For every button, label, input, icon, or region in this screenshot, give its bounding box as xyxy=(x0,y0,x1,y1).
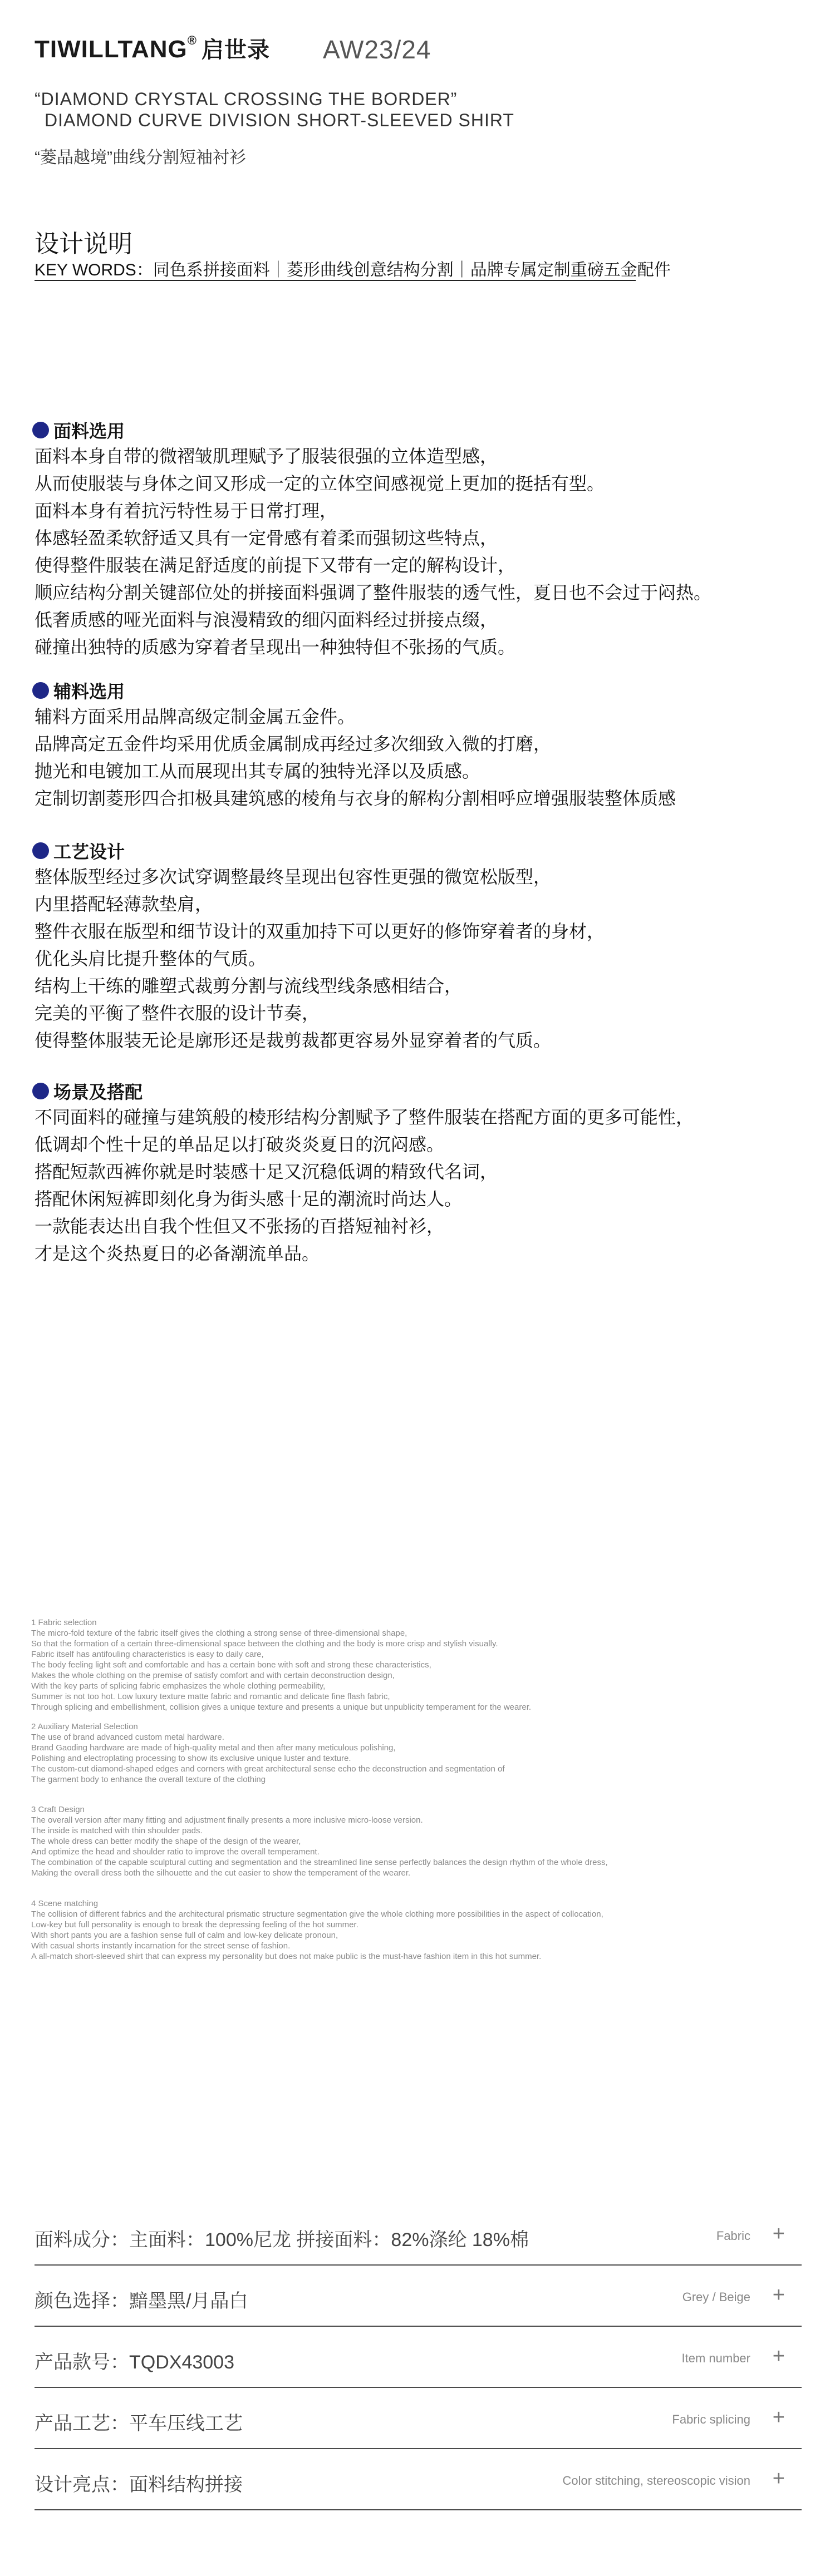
spec-label: 设计亮点：面料结构拼接 xyxy=(35,2474,243,2495)
body-line: 低调却个性十足的单品足以打破炎炎夏日的沉闷感。 xyxy=(35,1134,445,1154)
plus-icon[interactable]: + xyxy=(772,2222,785,2246)
english-section-scene xyxy=(31,1898,603,1962)
english-line: The inside is matched with thin shoulder pads. xyxy=(31,1826,203,1835)
english-line: Makes the whole clothing on the premise of satisfy comfort and with certain deconstruction design, xyxy=(31,1671,395,1680)
spec-label-en: Fabric splicing xyxy=(672,2412,750,2426)
body-line: 搭配短款西裤你就是时装感十足又沉稳低调的精致代名词， xyxy=(35,1162,498,1182)
plus-icon[interactable]: + xyxy=(772,2467,785,2490)
english-line: A all-match short-sleeved shirt that can express my personality but does not make public is the must-have fashion item in this hot summer. xyxy=(31,1952,542,1961)
brand-name: TIWILLTANG xyxy=(35,36,188,63)
body-line: 使得整体服装无论是廓形还是裁剪裁都更容易外显穿着者的气质。 xyxy=(35,1030,552,1050)
bullet-dot-icon xyxy=(32,1083,49,1099)
spec-label: 产品款号：TQDX43003 xyxy=(35,2352,234,2373)
english-line: 3 Craft Design xyxy=(31,1805,85,1814)
spec-label: 颜色选择：黯墨黑/月晶白 xyxy=(35,2291,248,2312)
section-body-auxiliary xyxy=(35,703,676,812)
section-heading-scene: 场景及搭配 xyxy=(32,1078,143,1104)
body-line: 定制切割菱形四合扣极具建筑感的棱角与衣身的解构分割相呼应增强服装整体质感 xyxy=(35,788,676,808)
brand-name-cn: 启世录 xyxy=(201,38,270,62)
plus-icon[interactable]: + xyxy=(772,2345,785,2368)
body-line: 抛光和电镀加工从而展现出其专属的独特光泽以及质感。 xyxy=(35,761,480,781)
english-line: With short pants you are a fashion sense full of calm and low-key delicate pronoun, xyxy=(31,1931,338,1940)
product-title-cn: “菱晶越境”曲线分割短袖衬衫 xyxy=(35,149,246,167)
english-line: Through splicing and embellishment, collision gives a unique texture and presents a unique but unpublicity temperament for the wearer. xyxy=(31,1702,532,1712)
english-line: Fabric itself has antifouling characteristics is easy to daily care, xyxy=(31,1650,264,1659)
english-line: The collision of different fabrics and the architectural prismatic structure segmentation give the whole clothing more possibilities in the aspect of collocation, xyxy=(31,1909,603,1919)
body-line: 不同面料的碰撞与建筑般的棱形结构分割赋予了整件服装在搭配方面的更多可能性， xyxy=(35,1107,694,1127)
body-line: 辅料方面采用品牌高级定制金属五金件。 xyxy=(35,707,356,727)
english-section-auxiliary xyxy=(31,1721,505,1785)
english-line: The body feeling light soft and comfortable and has a certain bone with soft and strong these characteristics, xyxy=(31,1660,431,1670)
english-line: Brand Gaoding hardware are made of high-quality metal and then after many meticulous polishing, xyxy=(31,1743,396,1753)
english-line: The micro-fold texture of the fabric itself gives the clothing a strong sense of three-dimensional shape, xyxy=(31,1628,407,1638)
spec-label: 面料成分：主面料：100%尼龙 拼接面料：82%涤纶 18%棉 xyxy=(35,2229,529,2251)
brand-logo xyxy=(35,32,270,64)
bullet-dot-icon xyxy=(32,842,49,859)
english-section-fabric xyxy=(31,1617,531,1713)
section-heading-auxiliary: 辅料选用 xyxy=(32,678,125,703)
english-line: Polishing and electroplating processing to show its exclusive unique luster and texture. xyxy=(31,1754,351,1763)
english-line: Low-key but full personality is enough to break the depressing feeling of the hot summer. xyxy=(31,1920,358,1929)
english-line: 1 Fabric selection xyxy=(31,1618,97,1627)
english-line: With the key parts of splicing fabric emphasizes the whole clothing permeability, xyxy=(31,1681,326,1691)
body-line: 结构上干练的雕塑式裁剪分割与流线型线条感相结合， xyxy=(35,976,463,996)
english-line: Making the overall dress both the silhouette and the cut easier to show the temperament of the wearer. xyxy=(31,1868,411,1878)
body-line: 低奢质感的哑光面料与浪漫精致的细闪面料经过拼接点缀， xyxy=(35,610,498,630)
bullet-dot-icon xyxy=(32,422,49,438)
plus-icon[interactable]: + xyxy=(772,2283,785,2307)
spec-row-highlight[interactable] xyxy=(35,2449,802,2510)
section-body-fabric xyxy=(35,443,711,661)
body-line: 整件衣服在版型和细节设计的双重加持下可以更好的修饰穿着者的身材， xyxy=(35,921,605,941)
body-line: 才是这个炎热夏日的必备潮流单品。 xyxy=(35,1243,320,1264)
body-line: 从而使服装与身体之间又形成一定的立体空间感视觉上更加的挺括有型。 xyxy=(35,473,605,494)
english-line: The garment body to enhance the overall texture of the clothing xyxy=(31,1775,266,1784)
product-title-en-1: “DIAMOND CRYSTAL CROSSING THE BORDER” xyxy=(35,89,458,109)
english-line: 4 Scene matching xyxy=(31,1899,99,1908)
plus-icon[interactable]: + xyxy=(772,2406,785,2429)
body-line: 优化头肩比提升整体的气质。 xyxy=(35,949,267,969)
body-line: 一款能表达出自我个性但又不张扬的百搭短袖衬衫， xyxy=(35,1216,445,1236)
spec-row-color[interactable] xyxy=(35,2266,802,2327)
design-description-title: 设计说明 xyxy=(35,230,132,258)
english-line: And optimize the head and shoulder ratio to improve the overall temperament. xyxy=(31,1847,320,1857)
body-line: 整体版型经过多次试穿调整最终呈现出包容性更强的微宽松版型， xyxy=(35,867,552,887)
english-line: The use of brand advanced custom metal hardware. xyxy=(31,1733,224,1742)
spec-label-en: Fabric xyxy=(716,2229,750,2243)
body-line: 使得整件服装在满足舒适度的前提下又带有一定的解构设计， xyxy=(35,555,516,575)
body-line: 面料本身有着抗污特性易于日常打理， xyxy=(35,501,338,521)
english-line: So that the formation of a certain three-dimensional space between the clothing and the body is more crisp and stylish visually. xyxy=(31,1639,498,1649)
spec-row-craft[interactable] xyxy=(35,2388,802,2449)
spec-row-fabric[interactable] xyxy=(35,2204,802,2266)
body-line: 面料本身自带的微褶皱肌理赋予了服装很强的立体造型感， xyxy=(35,446,498,466)
spec-label: 产品工艺：平车压线工艺 xyxy=(35,2413,243,2434)
body-line: 内里搭配轻薄款垫肩， xyxy=(35,894,213,914)
season-label: AW23/24 xyxy=(323,35,431,64)
english-section-craft xyxy=(31,1804,608,1878)
body-line: 体感轻盈柔软舒适又具有一定骨感有着柔而强韧这些特点， xyxy=(35,528,498,548)
english-line: The whole dress can better modify the shape of the design of the wearer, xyxy=(31,1837,301,1846)
english-line: The custom-cut diamond-shaped edges and corners with great architectural sense echo the deconstruction and segmentation of xyxy=(31,1764,505,1774)
section-heading-craft: 工艺设计 xyxy=(32,838,125,863)
english-line: With casual shorts instantly incarnation for the street sense of fashion. xyxy=(31,1941,291,1951)
spec-label-en: Item number xyxy=(681,2351,750,2365)
spec-label-en: Grey / Beige xyxy=(682,2290,750,2304)
section-body-scene xyxy=(35,1104,694,1267)
section-heading-fabric: 面料选用 xyxy=(32,417,125,443)
spec-row-item-number[interactable] xyxy=(35,2327,802,2388)
divider xyxy=(35,2509,802,2510)
section-body-craft xyxy=(35,863,605,1054)
body-line: 完美的平衡了整件衣服的设计节奏， xyxy=(35,1003,320,1023)
english-line: The combination of the capable sculptural cutting and segmentation and the streamlined line sense perfectly balances the design rhythm of the whole dress, xyxy=(31,1858,608,1867)
spec-label-en: Color stitching, stereoscopic vision xyxy=(562,2474,750,2488)
body-line: 碰撞出独特的质感为穿着者呈现出一种独特但不张扬的气质。 xyxy=(35,637,516,657)
keywords: KEY WORDS：同色系拼接面料｜菱形曲线创意结构分割｜品牌专属定制重磅五金配件 xyxy=(35,261,671,279)
product-title-en-2: DIAMOND CURVE DIVISION SHORT-SLEEVED SHIRT xyxy=(45,110,514,130)
bullet-dot-icon xyxy=(32,682,49,699)
english-line: 2 Auxiliary Material Selection xyxy=(31,1722,138,1731)
keywords-underline xyxy=(35,280,636,281)
english-line: The overall version after many fitting and adjustment finally presents a more inclusive micro-loose version. xyxy=(31,1815,423,1825)
registered-mark: ® xyxy=(187,33,197,47)
english-line: Summer is not too hot. Low luxury texture matte fabric and romantic and delicate fine flash fabric, xyxy=(31,1692,390,1701)
body-line: 顺应结构分割关键部位处的拼接面料强调了整件服装的透气性，夏日也不会过于闷热。 xyxy=(35,583,712,603)
body-line: 搭配休闲短裤即刻化身为街头感十足的潮流时尚达人。 xyxy=(35,1189,463,1209)
body-line: 品牌高定五金件均采用优质金属制成再经过多次细致入微的打磨， xyxy=(35,734,552,754)
